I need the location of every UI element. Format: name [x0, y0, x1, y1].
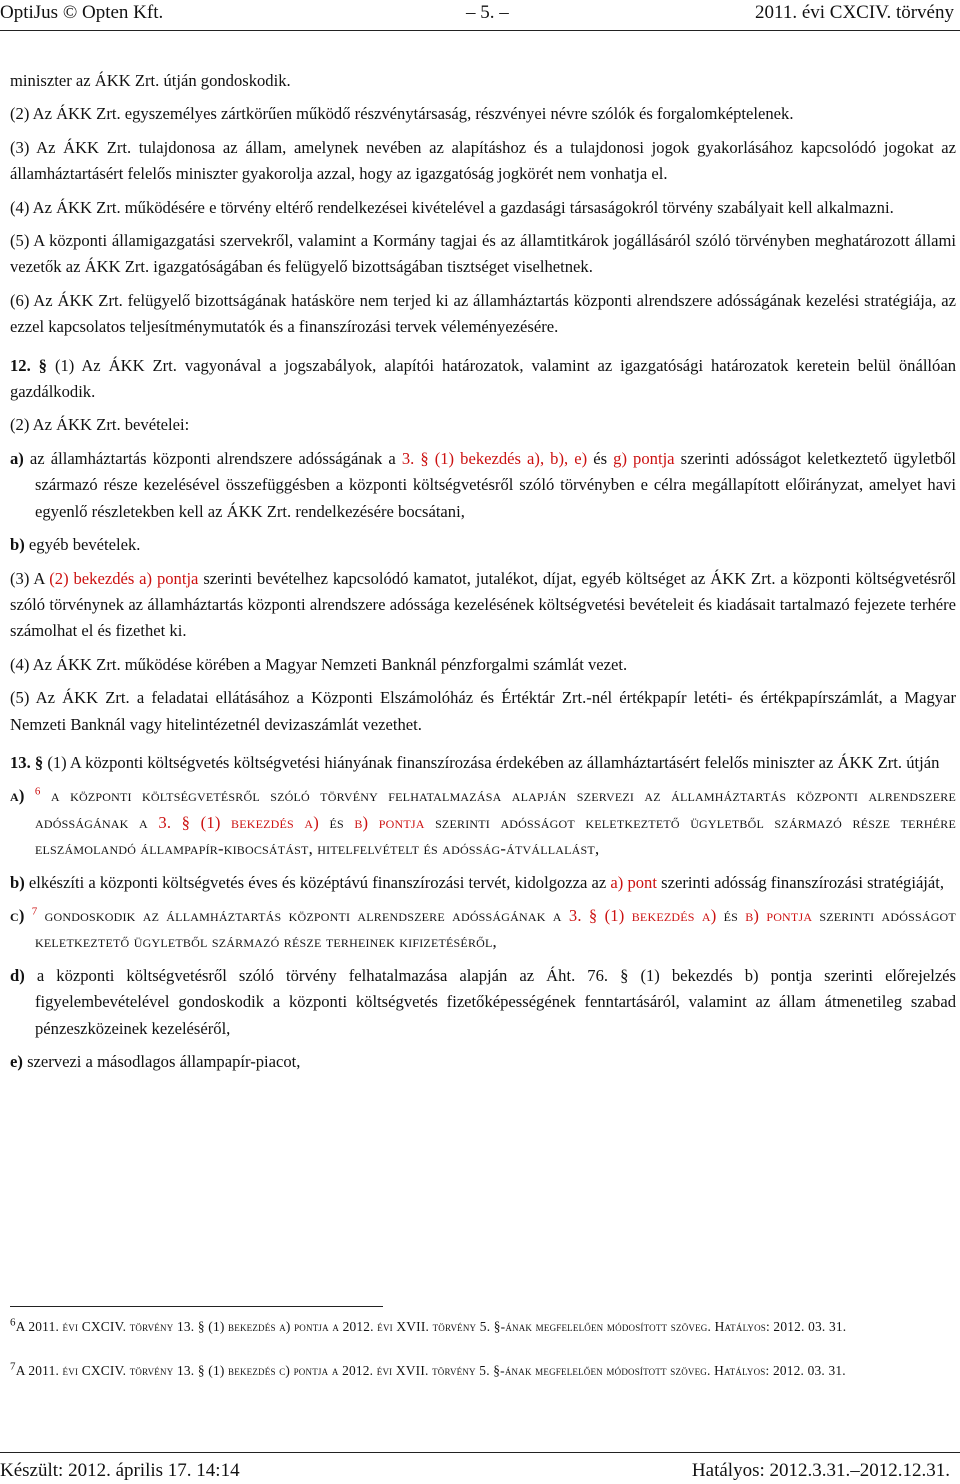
paragraph: (2) Az ÁKK Zrt. bevételei:	[10, 415, 190, 435]
cross-reference-link[interactable]: (2) bekezdés a) pontja	[49, 568, 199, 588]
footnote	[10, 1316, 956, 1337]
paragraph: (5) Az ÁKK Zrt. a feladatai ellátásához a Központi Elszámolóház és Értéktár Zrt.-nél értékpapír letéti- és értékpapírszámlát, a Magyar Nemzeti Banknál vagy hitelintézetnél devizaszámlát vezethet.	[10, 688, 956, 734]
list-item: e) szervezi a másodlagos állampapír-piacot,	[10, 1052, 301, 1071]
section-13-paragraph-1: 13. § (1) A központi költségvetés költségvetési hiányának finanszírozása érdekében az államháztartásért felelős miniszter az ÁKK Zrt. útján	[10, 752, 940, 772]
header-publisher: OptiJus © Opten Kft.	[0, 2, 164, 23]
footer-rule	[0, 1452, 960, 1453]
cross-reference-link[interactable]: a) pont	[610, 872, 657, 892]
list-item: a) az államháztartás központi alrendszere adósságának a 3. § (1) bekezdés a), b), e) és g) pontja szerinti adósságot keletkeztető ügyletből származó része kezelésével összefüggésben a központi költségvetésről szóló törvényben e célra megállapított előirányzat, amelyet havi egyenlő részletekben kell az ÁKK Zrt. rendelkezésére bocsátani,	[10, 448, 957, 521]
list-item: b) elkészíti a központi költségvetés éves és középtávú finanszírozási tervét, kidolgozza az a) pont szerinti adósság finanszírozási stratégiáját,	[10, 872, 945, 892]
section-12-paragraph-1: 12. § (1) Az ÁKK Zrt. vagyonával a jogszabályok, alapítói határozatok, valamint az igazgatósági határozatok keretein belül önállóan gazdálkodik.	[10, 355, 956, 402]
cross-reference-link[interactable]: 3. § (1) bekezdés a)	[158, 812, 319, 832]
paragraph: (4) Az ÁKK Zrt. működése körében a Magyar Nemzeti Banknál pénzforgalmi számlát vezet.	[10, 654, 628, 674]
section-number: 13. §	[10, 752, 44, 772]
footnote-number: 6	[10, 1316, 16, 1329]
paragraph: miniszter az ÁKK Zrt. útján gondoskodik.	[10, 71, 291, 90]
page-header	[0, 2, 960, 28]
page-footer	[0, 1460, 960, 1484]
list-item: d) a központi költségvetésről szóló törvény felhatalmazása alapján az Áht. 76. § (1) bekezdés b) pontja szerinti előrejelzés figyelembevételével gondoskodik a központi költségvetés fizetőképességének fenntartásáról, valamint az állam átmenetileg szabad pénzeszközeinek kezeléséről,	[10, 965, 957, 1038]
list-item: b) egyéb bevételek.	[10, 535, 141, 555]
cross-reference-link[interactable]: g) pontja	[613, 448, 675, 468]
paragraph: (3) Az ÁKK Zrt. tulajdonosa az állam, amelynek nevében az alapításhoz és a tulajdonosi jogok gyakorlásához kapcsolódó jogokat az államháztartásért felelős miniszter gyakorolja azzal, hogy az igazgatóság jogkörét nem vonhatja el.	[10, 137, 956, 184]
footnote-rule	[10, 1306, 383, 1307]
paragraph: (3) A (2) bekezdés a) pontja szerinti bevételhez kapcsolódó kamatot, jutalékot, díjat, egyéb költséget az ÁKK Zrt. a központi költségvetésről szóló törvénynek az államháztartás központi alrendszere adóssága kezelésének költségvetési bevételeit és kiadásait tartalmazó fejezete terhére számolhat el és fizethet ki.	[10, 568, 956, 641]
cross-reference-link[interactable]: b) pontja	[354, 812, 425, 832]
document-body	[10, 68, 956, 1082]
section-number: 12. §	[10, 355, 47, 375]
paragraph: (2) Az ÁKK Zrt. egyszemélyes zártkörűen működő részvénytársaság, részvényei névre szólók és forgalomképtelenek.	[10, 104, 794, 124]
header-law-title: 2011. évi CXCIV. törvény	[755, 2, 954, 23]
list-item-amended: c) $^7$ gondoskodik az államháztartás központi alrendszere adósságának a 3. § (1) bekezdés a) és b) pontja szerinti adósságot keletkeztető ügyletből származó része terheinek kifizetéséről,	[10, 905, 956, 952]
footnote-marker[interactable]: 7	[31, 905, 38, 918]
cross-reference-link[interactable]: b) pontja	[745, 905, 813, 925]
footnote-text: A 2011. évi CXCIV. törvény 13. § (1) bekezdés c) pontja a 2012. évi XVII. törvény 5. §-ának megfelelően módosított szöveg. Hatályos: 2012. 03. 31.	[15, 1363, 846, 1378]
cross-reference-link[interactable]: 3. § (1) bekezdés a), b), e)	[401, 448, 588, 468]
list-item-amended: a) $^6$ a központi költségvetésről szóló törvény felhatalmazása alapján szervezi az államháztartás központi alrendszere adósságának a 3. § (1) bekezdés a) és b) pontja szerinti adósságot keletkeztető ügyletből származó része terhére elszámolandó állampapír-kibocsátást, hitelfelvételt és adósság-átvállalást,	[10, 785, 957, 859]
header-rule	[0, 30, 960, 31]
footer-created: Készült: 2012. április 17. 14:14	[0, 1460, 240, 1481]
footnote	[10, 1360, 956, 1381]
paragraph: (5) A központi államigazgatási szervekről, valamint a Kormány tagjai és az államtitkárok jogállásáról szóló törvényben meghatározott állami vezetők az ÁKK Zrt. igazgatóságában és felügyelő bizottságában tisztséget viselhetnek.	[10, 231, 956, 277]
footnote-text: A 2011. évi CXCIV. törvény 13. § (1) bekezdés a) pontja a 2012. évi XVII. törvény 5. §-ának megfelelően módosított szöveg. Hatályos: 2012. 03. 31.	[15, 1319, 847, 1334]
footnote-marker[interactable]: 6	[34, 785, 41, 798]
paragraph: (6) Az ÁKK Zrt. felügyelő bizottságának hatásköre nem terjed ki az államháztartás központi alrendszere adósságának kezelési stratégiája, az ezzel kapcsolatos teljesítménymutatók és a finanszírozási tervek véleményezésére.	[10, 290, 956, 337]
cross-reference-link[interactable]: 3. § (1) bekezdés a)	[568, 905, 717, 925]
paragraph: (4) Az ÁKK Zrt. működésére e törvény eltérő rendelkezései kivételével a gazdasági társaságokról törvény szabályait kell alkalmazni.	[10, 197, 894, 217]
header-page-number: – 5. –	[466, 2, 509, 23]
footer-effective: Hatályos: 2012.3.31.–2012.12.31.	[691, 1460, 950, 1481]
footnote-number: 7	[10, 1360, 16, 1373]
